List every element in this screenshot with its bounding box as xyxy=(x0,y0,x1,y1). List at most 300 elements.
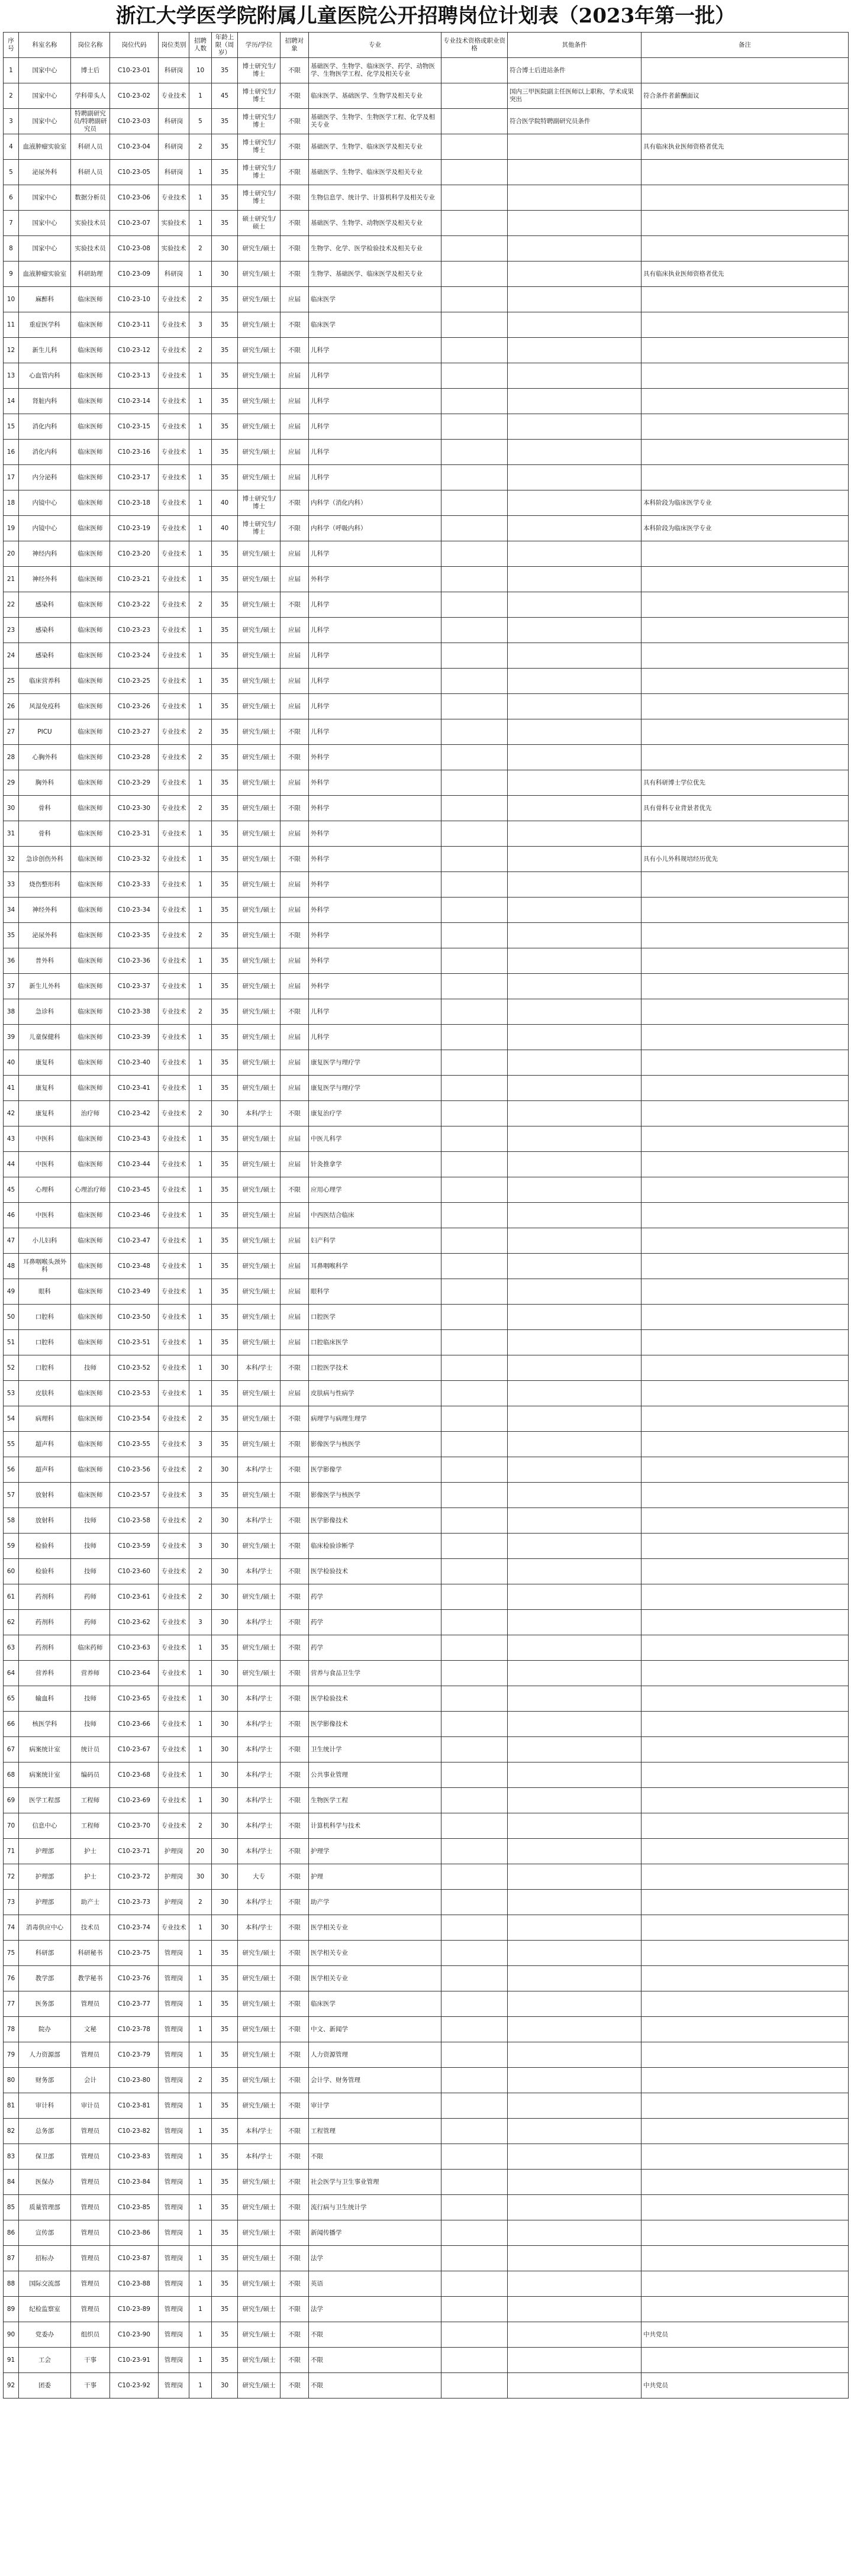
table-cell: 研究生/硕士 xyxy=(238,719,281,745)
table-cell: 护理部 xyxy=(19,1839,71,1864)
table-cell: 研究生/硕士 xyxy=(238,1177,281,1203)
table-cell: 儿科学 xyxy=(309,363,441,389)
table-cell: 1 xyxy=(189,1991,212,2017)
table-cell: 58 xyxy=(4,1508,19,1534)
table-row xyxy=(4,1991,849,2017)
table-cell: 研究生/硕士 xyxy=(238,236,281,262)
table-cell: C10-23-66 xyxy=(110,1712,159,1737)
table-cell: 中文、新闻学 xyxy=(309,2017,441,2042)
table-cell xyxy=(642,1813,849,1839)
table-cell: 30 xyxy=(212,1890,238,1915)
table-cell: 组织员 xyxy=(71,2322,110,2348)
table-cell: 84 xyxy=(4,2170,19,2195)
table-cell xyxy=(642,1203,849,1228)
table-cell: 研究生/硕士 xyxy=(238,1050,281,1076)
table-cell: 新生儿科 xyxy=(19,338,71,363)
table-cell: 69 xyxy=(4,1788,19,1813)
table-cell: 不限 xyxy=(281,1890,309,1915)
table-cell: 1 xyxy=(189,2220,212,2246)
table-row xyxy=(4,770,849,796)
table-cell: 临床医师 xyxy=(71,592,110,618)
table-cell: 临床医师 xyxy=(71,465,110,490)
table-cell: 1 xyxy=(189,2195,212,2220)
table-cell: 研究生/硕士 xyxy=(238,999,281,1025)
table-cell: 管理岗 xyxy=(159,1941,189,1966)
table-cell: 临床医师 xyxy=(71,821,110,847)
table-cell xyxy=(642,1839,849,1864)
table-cell: 7 xyxy=(4,211,19,236)
table-cell: 应届 xyxy=(281,1330,309,1355)
table-cell: 71 xyxy=(4,1839,19,1864)
table-cell xyxy=(508,2093,642,2119)
table-row xyxy=(4,338,849,363)
table-cell: 管理员 xyxy=(71,2119,110,2144)
table-cell: 33 xyxy=(4,872,19,898)
table-cell: 药学 xyxy=(309,1610,441,1635)
table-cell: 专业技术 xyxy=(159,796,189,821)
table-cell: 基础医学、生物学、动物医学及相关专业 xyxy=(309,211,441,236)
table-cell: 35 xyxy=(212,363,238,389)
table-row xyxy=(4,1101,849,1126)
table-cell: 1 xyxy=(189,1254,212,1279)
table-cell xyxy=(508,185,642,211)
table-row xyxy=(4,1152,849,1177)
table-cell: 专业技术 xyxy=(159,1381,189,1406)
table-cell: 临床医师 xyxy=(71,1152,110,1177)
table-cell: 口腔医学 xyxy=(309,1305,441,1330)
table-cell: 应届 xyxy=(281,1025,309,1050)
table-row xyxy=(4,2297,849,2322)
table-cell: 麻醉科 xyxy=(19,287,71,312)
table-row xyxy=(4,1813,849,1839)
table-cell: 30 xyxy=(212,1686,238,1712)
table-cell xyxy=(642,160,849,185)
table-cell xyxy=(441,999,508,1025)
table-cell: 35 xyxy=(212,796,238,821)
table-cell xyxy=(441,1406,508,1432)
table-cell: 外科学 xyxy=(309,770,441,796)
table-cell xyxy=(642,1355,849,1381)
table-cell: 专业技术 xyxy=(159,1203,189,1228)
table-cell xyxy=(441,1890,508,1915)
table-cell: C10-23-34 xyxy=(110,898,159,923)
table-cell: 研究生/硕士 xyxy=(238,338,281,363)
table-cell: 48 xyxy=(4,1254,19,1279)
table-cell: 专业技术 xyxy=(159,1330,189,1355)
table-cell: 38 xyxy=(4,999,19,1025)
table-cell: 83 xyxy=(4,2144,19,2170)
table-cell: 临床医师 xyxy=(71,618,110,643)
table-cell: 30 xyxy=(212,2373,238,2399)
table-cell: 心血管内科 xyxy=(19,363,71,389)
table-cell: 不限 xyxy=(281,185,309,211)
table-cell: 37 xyxy=(4,974,19,999)
table-cell: 30 xyxy=(212,1864,238,1890)
table-cell: 1 xyxy=(189,2093,212,2119)
table-cell: C10-23-40 xyxy=(110,1050,159,1076)
table-row xyxy=(4,440,849,465)
table-cell: C10-23-90 xyxy=(110,2322,159,2348)
table-cell: 应届 xyxy=(281,948,309,974)
table-cell: 总务部 xyxy=(19,2119,71,2144)
table-cell: 针灸推拿学 xyxy=(309,1152,441,1177)
table-cell: 工程师 xyxy=(71,1788,110,1813)
table-cell: 不限 xyxy=(281,160,309,185)
table-cell xyxy=(508,719,642,745)
table-row xyxy=(4,1177,849,1203)
table-cell: 35 xyxy=(212,1406,238,1432)
table-cell: 临床医师 xyxy=(71,923,110,948)
table-cell: 1 xyxy=(189,1381,212,1406)
table-cell: 医学影像技术 xyxy=(309,1508,441,1534)
table-cell xyxy=(642,1025,849,1050)
table-cell: C10-23-51 xyxy=(110,1330,159,1355)
table-cell xyxy=(441,262,508,287)
table-row xyxy=(4,2246,849,2271)
table-cell: 博士研究生/博士 xyxy=(238,109,281,134)
table-cell: 专业技术 xyxy=(159,541,189,567)
table-cell: 口腔临床医学 xyxy=(309,1330,441,1355)
table-cell xyxy=(642,592,849,618)
table-cell xyxy=(441,1864,508,1890)
table-cell: 27 xyxy=(4,719,19,745)
table-cell: 耳鼻咽喉头颈外科 xyxy=(19,1254,71,1279)
table-cell: 临床医学 xyxy=(309,1991,441,2017)
table-cell xyxy=(441,1737,508,1762)
table-cell: 专业技术 xyxy=(159,567,189,592)
table-cell: 医务部 xyxy=(19,1991,71,2017)
table-cell: 统计员 xyxy=(71,1737,110,1762)
table-cell: 专业技术 xyxy=(159,1661,189,1686)
table-cell: 心理治疗师 xyxy=(71,1177,110,1203)
table-cell: C10-23-44 xyxy=(110,1152,159,1177)
table-cell: 肾脏内科 xyxy=(19,389,71,414)
table-cell: C10-23-38 xyxy=(110,999,159,1025)
table-cell: 研究生/硕士 xyxy=(238,1534,281,1559)
table-cell: 35 xyxy=(212,2246,238,2271)
table-cell xyxy=(642,618,849,643)
table-cell: 内科学（消化内科） xyxy=(309,490,441,516)
table-cell: 35 xyxy=(212,1203,238,1228)
table-cell: 不限 xyxy=(281,1661,309,1686)
table-cell: C10-23-69 xyxy=(110,1788,159,1813)
table-cell: 35 xyxy=(212,2068,238,2093)
table-cell: 科研岗 xyxy=(159,58,189,83)
table-cell xyxy=(441,719,508,745)
table-cell: 专业技术 xyxy=(159,770,189,796)
table-cell xyxy=(508,440,642,465)
table-cell: 1 xyxy=(189,2271,212,2297)
table-cell: 本科/学士 xyxy=(238,1762,281,1788)
table-cell: C10-23-14 xyxy=(110,389,159,414)
table-cell xyxy=(508,1126,642,1152)
table-cell: 博士研究生/博士 xyxy=(238,160,281,185)
table-cell: 应届 xyxy=(281,567,309,592)
table-cell: 护士 xyxy=(71,1839,110,1864)
table-cell: 研究生/硕士 xyxy=(238,745,281,770)
table-cell: 研究生/硕士 xyxy=(238,2220,281,2246)
table-cell: 本科/学士 xyxy=(238,2144,281,2170)
table-cell: 应届 xyxy=(281,1381,309,1406)
table-cell: 不限 xyxy=(281,1864,309,1890)
table-cell: C10-23-12 xyxy=(110,338,159,363)
table-cell: 内镜中心 xyxy=(19,516,71,541)
table-cell: 45 xyxy=(212,83,238,109)
table-cell: 60 xyxy=(4,1559,19,1584)
table-cell: 77 xyxy=(4,1991,19,2017)
table-cell: 儿科学 xyxy=(309,719,441,745)
table-cell xyxy=(441,1177,508,1203)
table-cell: 1 xyxy=(189,2017,212,2042)
table-cell xyxy=(642,1457,849,1483)
table-cell xyxy=(441,1432,508,1457)
table-cell: 管理岗 xyxy=(159,2246,189,2271)
table-cell: C10-23-02 xyxy=(110,83,159,109)
table-cell: 本科/学士 xyxy=(238,1101,281,1126)
table-cell: 研究生/硕士 xyxy=(238,465,281,490)
table-cell: 30 xyxy=(212,1661,238,1686)
table-cell xyxy=(508,1661,642,1686)
table-cell: 公共事业管理 xyxy=(309,1762,441,1788)
table-cell: 研究生/硕士 xyxy=(238,1126,281,1152)
table-cell xyxy=(642,465,849,490)
table-cell: 35 xyxy=(212,618,238,643)
table-cell: 博士研究生/博士 xyxy=(238,185,281,211)
table-cell xyxy=(441,669,508,694)
table-cell: 29 xyxy=(4,770,19,796)
table-cell: 儿科学 xyxy=(309,669,441,694)
table-cell xyxy=(441,923,508,948)
table-cell: 67 xyxy=(4,1737,19,1762)
table-cell xyxy=(508,1228,642,1254)
table-cell: 临床医师 xyxy=(71,796,110,821)
table-cell: 1 xyxy=(189,847,212,872)
table-cell xyxy=(441,2017,508,2042)
table-cell: 35 xyxy=(212,2042,238,2068)
table-cell: 研究生/硕士 xyxy=(238,1330,281,1355)
table-cell: 2 xyxy=(189,796,212,821)
table-cell: 30 xyxy=(212,1915,238,1941)
table-cell xyxy=(441,1966,508,1991)
table-cell: 管理员 xyxy=(71,2144,110,2170)
table-cell: 研究生/硕士 xyxy=(238,770,281,796)
table-cell xyxy=(441,236,508,262)
table-cell xyxy=(441,1050,508,1076)
table-cell: 1 xyxy=(189,1076,212,1101)
table-cell: 57 xyxy=(4,1483,19,1508)
table-cell xyxy=(508,211,642,236)
table-cell xyxy=(508,669,642,694)
table-cell: 79 xyxy=(4,2042,19,2068)
table-cell: 会计学、财务管理 xyxy=(309,2068,441,2093)
table-cell: 临床医师 xyxy=(71,414,110,440)
table-cell: 5 xyxy=(4,160,19,185)
table-cell: 1 xyxy=(189,414,212,440)
table-cell: 专业技术 xyxy=(159,999,189,1025)
table-cell: 专业技术 xyxy=(159,1813,189,1839)
table-cell: 2 xyxy=(189,745,212,770)
table-cell: 2 xyxy=(189,1508,212,1534)
table-cell: 2 xyxy=(4,83,19,109)
table-cell: 专业技术 xyxy=(159,1457,189,1483)
table-cell xyxy=(508,592,642,618)
table-cell xyxy=(508,1610,642,1635)
table-cell xyxy=(441,1712,508,1737)
table-cell: 皮肤病与性病学 xyxy=(309,1381,441,1406)
table-cell: C10-23-20 xyxy=(110,541,159,567)
table-cell: 35 xyxy=(212,1126,238,1152)
table-cell: C10-23-27 xyxy=(110,719,159,745)
table-row xyxy=(4,1228,849,1254)
header-cell: 招聘人数 xyxy=(189,33,212,58)
table-cell: 临床医师 xyxy=(71,694,110,719)
table-cell: C10-23-73 xyxy=(110,1890,159,1915)
table-cell: 信息中心 xyxy=(19,1813,71,1839)
table-cell: 人力资源管理 xyxy=(309,2042,441,2068)
table-cell: 35 xyxy=(212,770,238,796)
table-body xyxy=(4,58,849,2399)
table-cell: 40 xyxy=(4,1050,19,1076)
table-cell: 20 xyxy=(189,1839,212,1864)
table-cell xyxy=(508,2017,642,2042)
table-cell: 不限 xyxy=(281,1635,309,1661)
table-cell xyxy=(642,1584,849,1610)
table-cell: 研究生/硕士 xyxy=(238,948,281,974)
table-cell: 专业技术 xyxy=(159,643,189,669)
table-cell: 技师 xyxy=(71,1534,110,1559)
table-cell: 放射科 xyxy=(19,1508,71,1534)
table-cell: 管理员 xyxy=(71,2195,110,2220)
table-cell: C10-23-07 xyxy=(110,211,159,236)
table-cell: 35 xyxy=(4,923,19,948)
table-cell: 外科学 xyxy=(309,872,441,898)
table-cell: 3 xyxy=(189,1610,212,1635)
table-cell: 35 xyxy=(212,440,238,465)
table-cell: C10-23-89 xyxy=(110,2297,159,2322)
table-cell: 1 xyxy=(189,2170,212,2195)
table-cell: 35 xyxy=(212,414,238,440)
table-cell: 感染科 xyxy=(19,618,71,643)
table-cell xyxy=(642,287,849,312)
table-cell: 新生儿外科 xyxy=(19,974,71,999)
table-cell: 1 xyxy=(189,2373,212,2399)
table-cell: 不限 xyxy=(281,2195,309,2220)
table-cell: 不限 xyxy=(281,999,309,1025)
table-cell: 1 xyxy=(189,1712,212,1737)
table-cell: 应届 xyxy=(281,389,309,414)
table-cell: 眼科 xyxy=(19,1279,71,1305)
table-cell: 63 xyxy=(4,1635,19,1661)
table-cell: 不限 xyxy=(281,2093,309,2119)
table-cell: 本科/学士 xyxy=(238,1457,281,1483)
header-cell: 岗位名称 xyxy=(71,33,110,58)
table-cell: 不限 xyxy=(281,2373,309,2399)
table-cell: 血液肿瘤实验室 xyxy=(19,262,71,287)
table-cell: 专业技术 xyxy=(159,1635,189,1661)
table-cell: 82 xyxy=(4,2119,19,2144)
table-cell: 专业技术 xyxy=(159,1610,189,1635)
table-cell xyxy=(642,211,849,236)
table-cell: C10-23-64 xyxy=(110,1661,159,1686)
table-row xyxy=(4,999,849,1025)
table-cell: C10-23-77 xyxy=(110,1991,159,2017)
table-cell: 医学相关专业 xyxy=(309,1966,441,1991)
table-cell: 国家中心 xyxy=(19,109,71,134)
table-cell: 78 xyxy=(4,2017,19,2042)
table-row xyxy=(4,1788,849,1813)
table-cell: C10-23-30 xyxy=(110,796,159,821)
table-row xyxy=(4,923,849,948)
header-cell: 岗位代码 xyxy=(110,33,159,58)
table-cell: 影像医学与核医学 xyxy=(309,1483,441,1508)
table-row xyxy=(4,58,849,83)
table-cell: 4 xyxy=(4,134,19,160)
table-cell: 营养科 xyxy=(19,1661,71,1686)
table-cell xyxy=(508,1508,642,1534)
table-cell: 不限 xyxy=(281,2271,309,2297)
table-cell: 35 xyxy=(212,567,238,592)
table-cell: C10-23-67 xyxy=(110,1737,159,1762)
table-cell: 临床营养科 xyxy=(19,669,71,694)
table-cell xyxy=(441,1635,508,1661)
table-cell: 31 xyxy=(4,821,19,847)
table-cell: C10-23-47 xyxy=(110,1228,159,1254)
table-cell: 管理岗 xyxy=(159,2042,189,2068)
table-cell xyxy=(642,1076,849,1101)
header-cell: 备注 xyxy=(642,33,849,58)
table-cell xyxy=(508,160,642,185)
table-cell: 国家中心 xyxy=(19,58,71,83)
table-cell: 不限 xyxy=(281,1839,309,1864)
table-cell: 不限 xyxy=(281,134,309,160)
table-row xyxy=(4,2119,849,2144)
table-cell: 不限 xyxy=(281,1762,309,1788)
table-cell: 研究生/硕士 xyxy=(238,262,281,287)
table-cell: 不限 xyxy=(281,312,309,338)
table-cell xyxy=(441,1584,508,1610)
table-cell: 专业技术 xyxy=(159,974,189,999)
table-cell: 护理 xyxy=(309,1864,441,1890)
table-cell: 研究生/硕士 xyxy=(238,1406,281,1432)
table-cell: 研究生/硕士 xyxy=(238,694,281,719)
table-cell xyxy=(642,1661,849,1686)
table-cell: 儿科学 xyxy=(309,618,441,643)
table-cell: 儿科学 xyxy=(309,465,441,490)
table-cell: 专业技术 xyxy=(159,1305,189,1330)
table-cell xyxy=(441,185,508,211)
table-cell xyxy=(508,2170,642,2195)
table-cell: 不限 xyxy=(281,1915,309,1941)
table-cell: 质量管理部 xyxy=(19,2195,71,2220)
table-cell: C10-23-45 xyxy=(110,1177,159,1203)
table-row xyxy=(4,847,849,872)
table-cell: 国家中心 xyxy=(19,185,71,211)
table-cell: 生物学、化学、医学检验技术及相关专业 xyxy=(309,236,441,262)
table-cell: 护理岗 xyxy=(159,1839,189,1864)
table-cell: C10-23-37 xyxy=(110,974,159,999)
table-cell xyxy=(508,1813,642,1839)
table-cell xyxy=(441,541,508,567)
table-cell: 康复科 xyxy=(19,1076,71,1101)
header-cell: 其他条件 xyxy=(508,33,642,58)
table-cell xyxy=(508,1203,642,1228)
table-cell: 本科阶段为临床医学专业 xyxy=(642,516,849,541)
table-cell: 35 xyxy=(212,1050,238,1076)
table-cell xyxy=(441,1305,508,1330)
table-row xyxy=(4,2373,849,2399)
table-row xyxy=(4,109,849,134)
table-cell xyxy=(441,2068,508,2093)
